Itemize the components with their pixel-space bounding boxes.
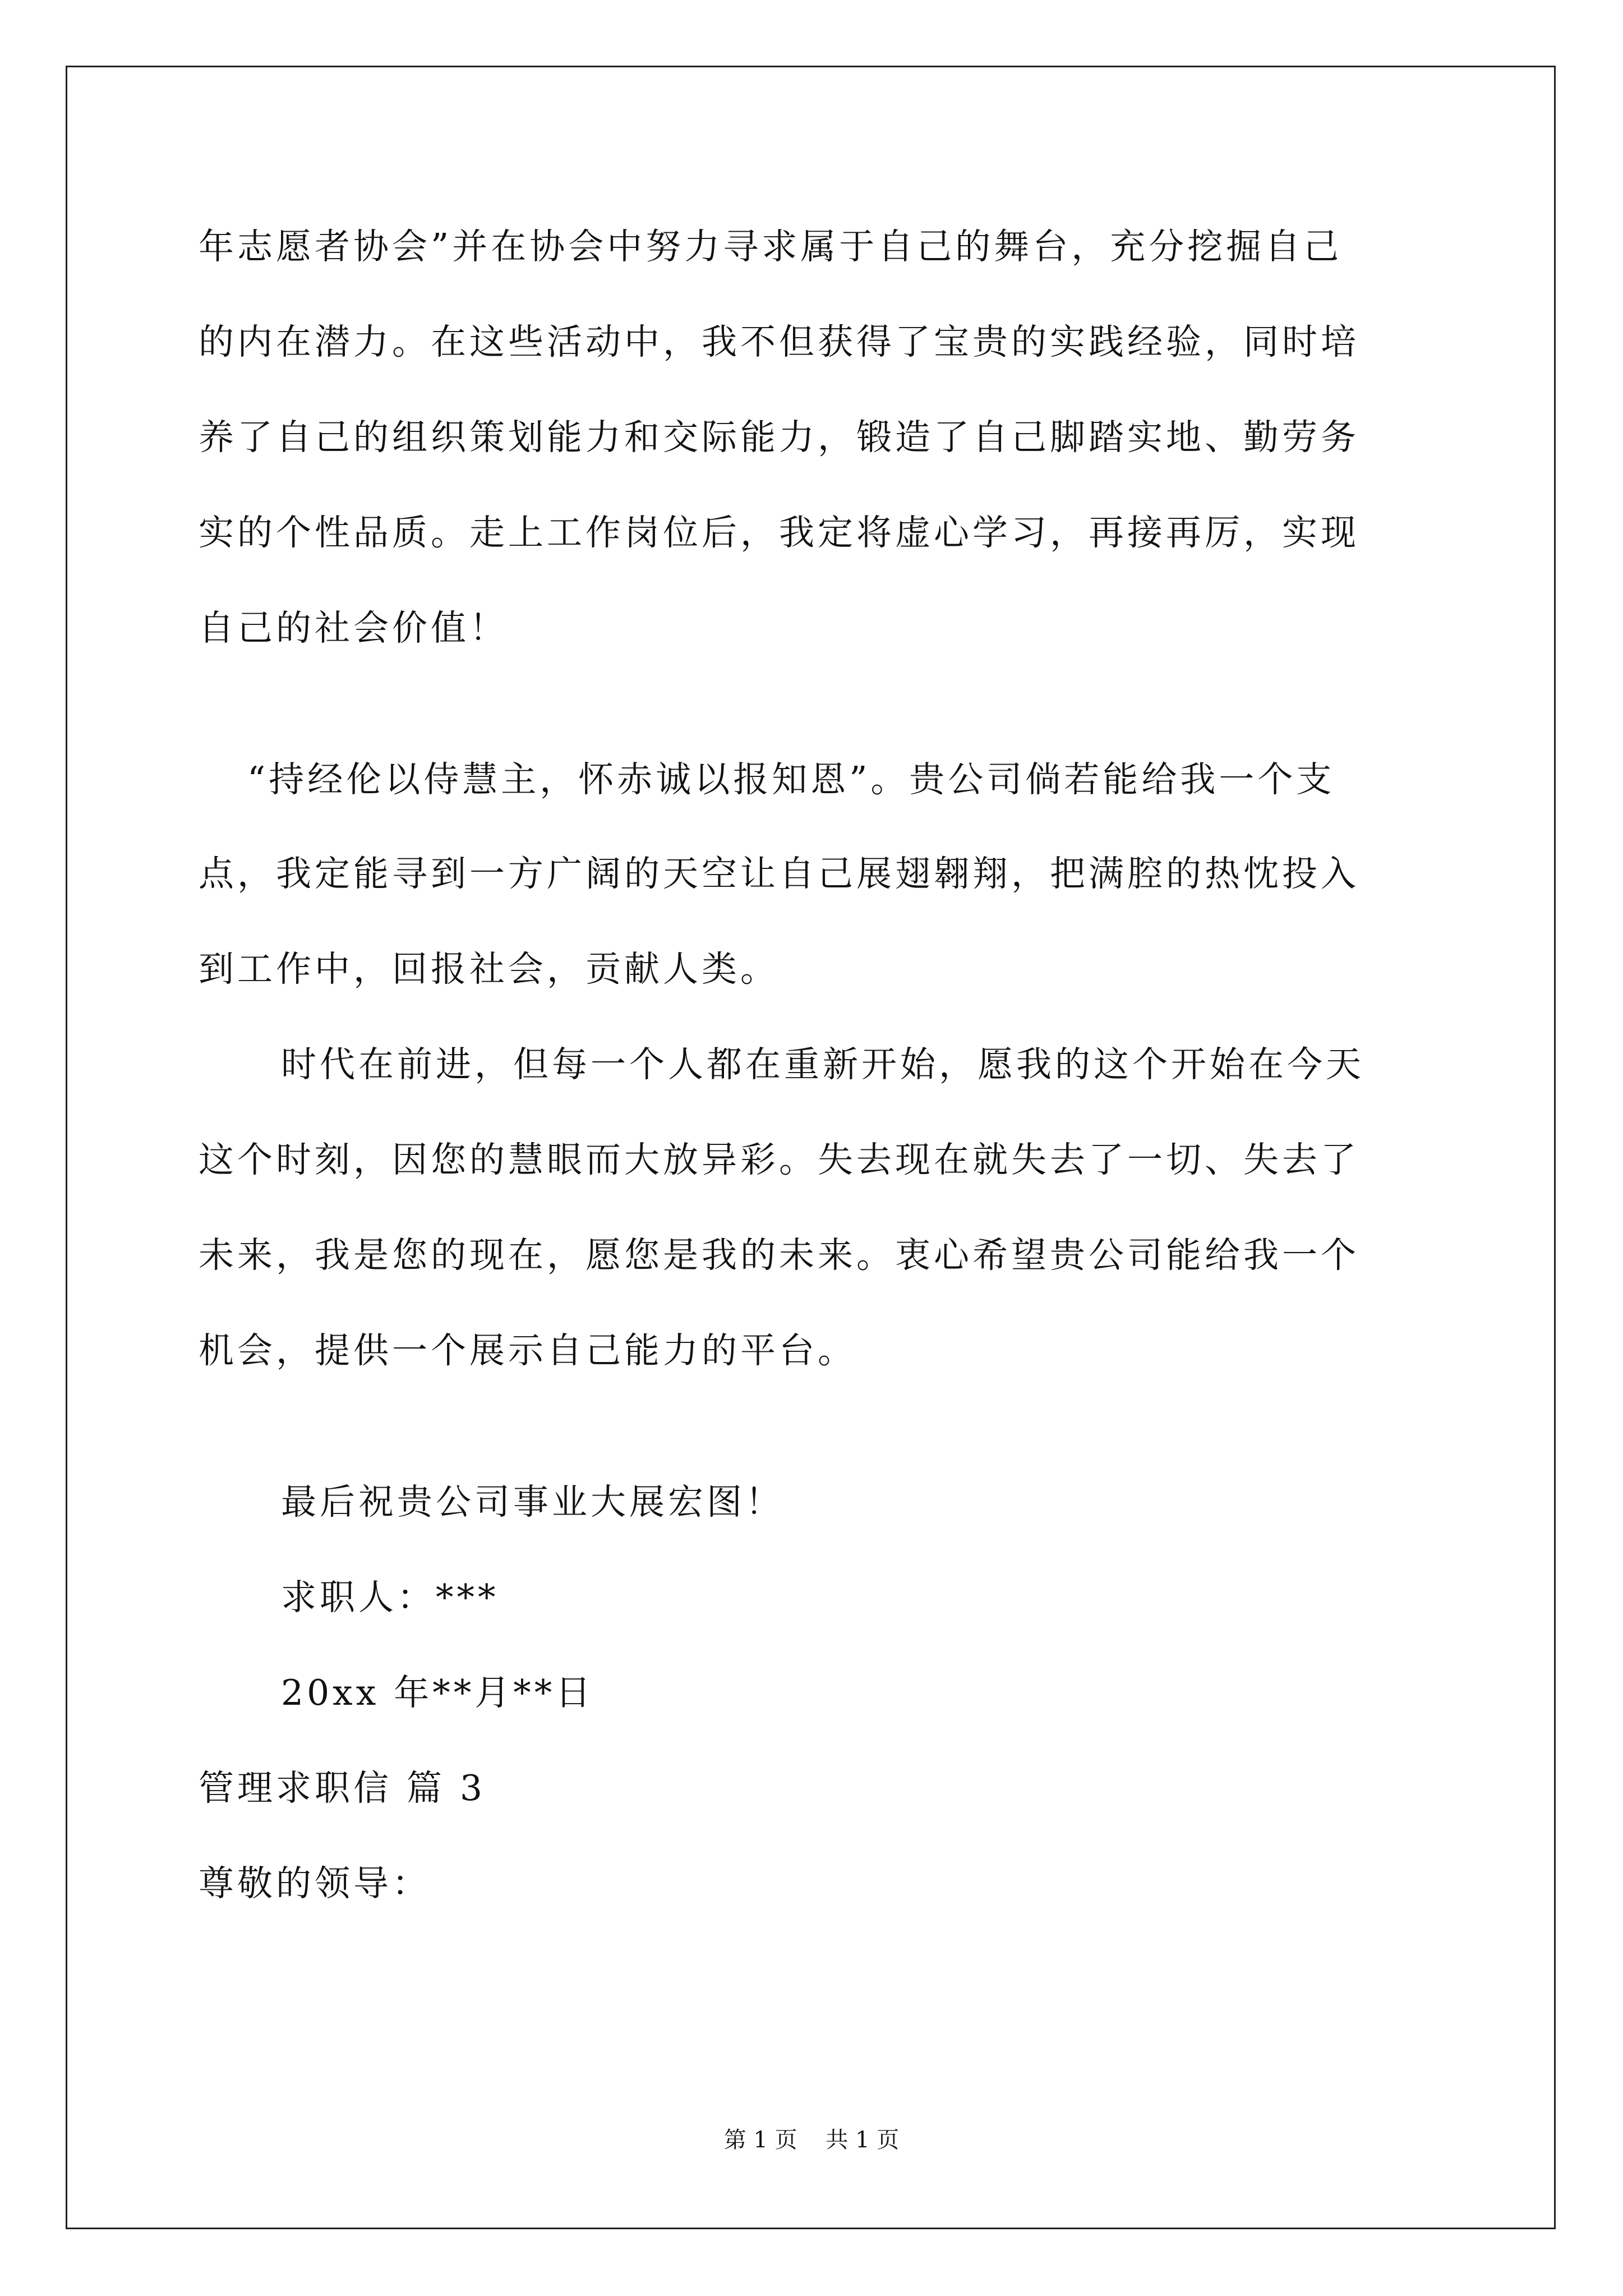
paragraph-times-line-1: 时代在前进，但每一个人都在重新开始，愿我的这个开始在今天	[281, 1044, 1364, 1085]
body-line-1: 年志愿者协会”并在协会中努力寻求属于自己的舞台，充分挖掘自己	[199, 226, 1343, 267]
paragraph-times-line-2: 这个时刻，因您的慧眼而大放异彩。失去现在就失去了一切、失去了	[199, 1139, 1359, 1180]
applicant-signature: 求职人：***	[281, 1577, 499, 1618]
paragraph-times-line-3: 未来，我是您的现在，愿您是我的未来。衷心希望贵公司能给我一个	[199, 1235, 1359, 1276]
salutation: 尊敬的领导：	[199, 1863, 431, 1904]
body-line-4: 实的个性品质。走上工作岗位后，我定将虚心学习，再接再厉，实现	[199, 512, 1359, 553]
section-heading: 管理求职信 篇 3	[199, 1768, 486, 1809]
letter-date: 20xx 年**月**日	[281, 1672, 594, 1713]
body-line-3: 养了自己的组织策划能力和交际能力，锻造了自己脚踏实地、勤劳务	[199, 417, 1359, 458]
paragraph-quote-line-3: 到工作中，回报社会，贡献人类。	[199, 949, 779, 990]
body-line-2: 的内在潜力。在这些活动中，我不但获得了宝贵的实践经验，同时培	[199, 321, 1359, 362]
paragraph-quote-line-1: “持经伦以侍慧主，怀赤诚以报知恩”。贵公司倘若能给我一个支	[247, 759, 1335, 800]
paragraph-times-line-4: 机会，提供一个展示自己能力的平台。	[199, 1330, 856, 1371]
paragraph-quote-line-2: 点，我定能寻到一方广阔的天空让自己展翅翱翔，把满腔的热忱投入	[199, 853, 1359, 894]
page-number-footer: 第 1 页 共 1 页	[723, 2127, 900, 2153]
closing-wish: 最后祝贵公司事业大展宏图！	[281, 1481, 784, 1522]
body-line-5: 自己的社会价值！	[199, 608, 508, 648]
